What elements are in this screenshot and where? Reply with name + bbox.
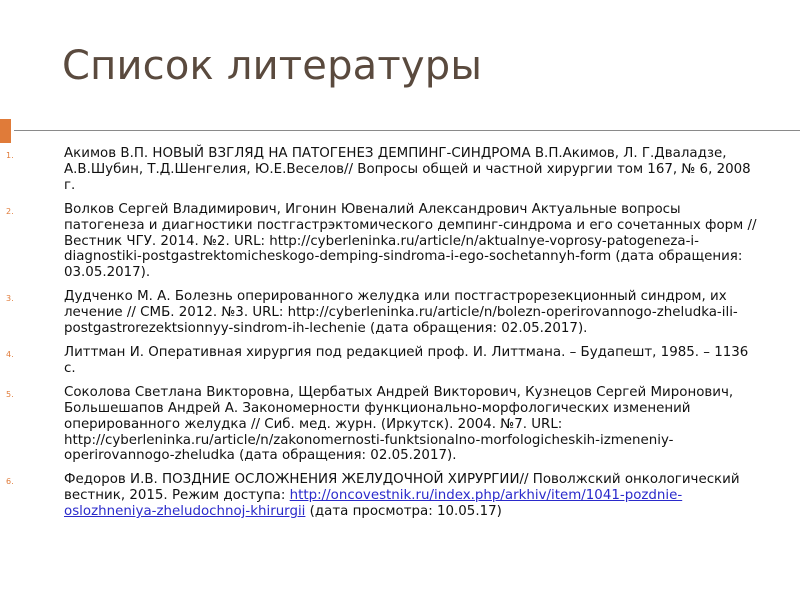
reference-number: 4. <box>6 349 14 359</box>
reference-access-date: (дата просмотра: 10.05.17) <box>305 504 502 520</box>
reference-item <box>0 472 800 520</box>
accent-marker <box>0 119 11 143</box>
reference-link[interactable]: http://oncovestnik.ru/index.php/arkhiv/item/1041-pozdnie-oslozhneniya-zheludochnoj-khirurgii <box>64 488 683 520</box>
reference-item <box>0 385 800 465</box>
reference-number: 5. <box>6 389 14 399</box>
reference-text: Федоров И.В. ПОЗДНИЕ ОСЛОЖНЕНИЯ ЖЕЛУДОЧНОЙ ХИРУРГИИ// Поволжский онкологический вестник, 2015. Режим доступа: <box>64 472 740 504</box>
slide-title: Список литературы <box>62 43 483 89</box>
reference-item <box>0 289 800 337</box>
reference-number: 1. <box>6 151 14 160</box>
reference-number: 3. <box>6 294 14 304</box>
reference-list <box>0 146 800 528</box>
reference-text-with-link <box>64 472 760 520</box>
reference-text: Соколова Светлана Викторовна, Щербатых Андрей Викторович, Кузнецов Сергей Миронович, Большешапов Андрей А. Закономерности функционально-морфологических изменений оперированного желудка // Сиб. мед. журн. (Иркутск). 2004. №7. URL: http://cyberleninka.ru/article/n/zakonomernosti-funktsionalno-morfologicheskih-izmeneniy-operirovannogo-zheludka (дата обращения: 02.05.2017). <box>64 384 734 464</box>
reference-item <box>0 146 800 194</box>
reference-item <box>0 202 800 282</box>
reference-number: 2. <box>6 206 14 216</box>
reference-item <box>0 345 800 377</box>
reference-text: Литтман И. Оперативная хирургия под редакцией проф. И. Литтмана. – Будапешт, 1985. – 1136 с. <box>64 344 749 376</box>
reference-text: Акимов В.П. НОВЫЙ ВЗГЛЯД НА ПАТОГЕНЕЗ ДЕМПИНГ-СИНДРОМА В.П.Акимов, Л. Г.Дваладзе, А.В.Шубин, Т.Д.Шенгелия, Ю.Е.Веселов// Вопросы общей и частной хирургии том 167, № 6, 2008 г. <box>64 146 751 193</box>
title-divider <box>14 130 800 131</box>
reference-text: Волков Сергей Владимирович, Игонин Ювеналий Александрович Актуальные вопросы патогенеза и диагностики постгастрэктомического демпинг-синдрома и его сочетанных форм // Вестник ЧГУ. 2014. №2. URL: http://cyberleninka.ru/article/n/aktualnye-voprosy-patogeneza-i-diagnostiki-postgastrektomicheskogo-demping-sindroma-i-ego-sochetannyh-form (дата обращения: 03.05.2017). <box>64 201 757 281</box>
reference-number: 6. <box>6 477 14 487</box>
reference-text: Дудченко М. А. Болезнь оперированного желудка или постгастрорезекционный синдром, их лечение // СМБ. 2012. №3. URL: http://cyberleninka.ru/article/n/bolezn-operirovannogo-zheludka-ili-postgastrorezektsionnyy-sindrom-ih-lechenie (дата обращения: 02.05.2017). <box>64 289 738 337</box>
